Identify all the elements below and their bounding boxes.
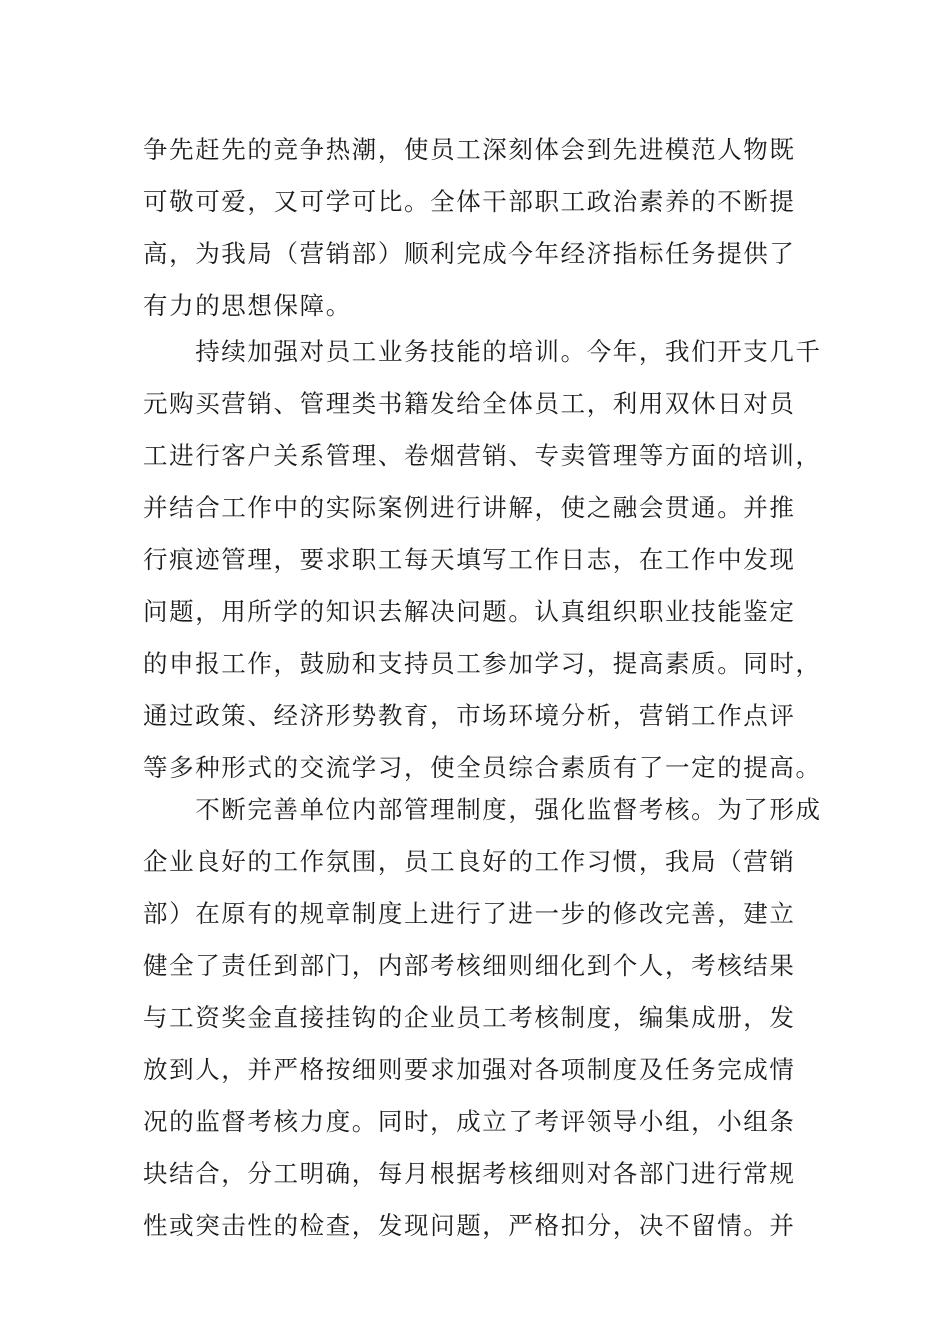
paragraph-continuation — [143, 124, 823, 332]
text-line: 健全了责任到部门，内部考核细则细化到个人，考核结果 — [143, 951, 796, 980]
text-line: 与工资奖金直接挂钩的企业员工考核制度，编集成册，发 — [143, 1003, 796, 1032]
text-line: 部）在原有的规章制度上进行了进一步的修改完善，建立 — [143, 899, 796, 928]
text-line: 企业良好的工作氛围，员工良好的工作习惯，我局（营销 — [143, 847, 796, 876]
text-line: 并结合工作中的实际案例进行讲解，使之融会贯通。并推 — [143, 493, 796, 522]
text-line: 性或突击性的检查，发现问题，严格扣分，决不留情。并 — [143, 1211, 796, 1240]
text-line: 高，为我局（营销部）顺利完成今年经济指标任务提供了 — [143, 239, 796, 268]
text-line: 况的监督考核力度。同时，成立了考评领导小组，小组条 — [143, 1107, 796, 1136]
paragraph-skills-training — [143, 326, 823, 794]
text-line: 块结合，分工明确，每月根据考核细则对各部门进行常规 — [143, 1159, 796, 1188]
text-line: 元购买营销、管理类书籍发给全体员工，利用双休日对员 — [143, 389, 796, 418]
text-line: 等多种形式的交流学习，使全员综合素质有了一定的提高。 — [143, 753, 822, 782]
text-line: 的申报工作，鼓励和支持员工参加学习，提高素质。同时， — [143, 649, 822, 678]
text-line: 问题，用所学的知识去解决问题。认真组织职业技能鉴定 — [143, 597, 796, 626]
text-line: 有力的思想保障。 — [143, 291, 352, 320]
text-line: 争先赶先的竞争热潮，使员工深刻体会到先进模范人物既 — [143, 135, 796, 164]
text-line: 通过政策、经济形势教育，市场环境分析，营销工作点评 — [143, 701, 796, 730]
text-line: 可敬可爱，又可学可比。全体干部职工政治素养的不断提 — [143, 187, 796, 216]
text-line: 工进行客户关系管理、卷烟营销、专卖管理等方面的培训， — [143, 441, 822, 470]
paragraph-management-system — [143, 784, 823, 1252]
text-line: 不断完善单位内部管理制度，强化监督考核。为了形成 — [143, 795, 822, 824]
text-line: 放到人，并严格按细则要求加强对各项制度及任务完成情 — [143, 1055, 796, 1084]
text-line: 持续加强对员工业务技能的培训。今年，我们开支几千 — [143, 337, 822, 366]
text-line: 行痕迹管理，要求职工每天填写工作日志，在工作中发现 — [143, 545, 796, 574]
